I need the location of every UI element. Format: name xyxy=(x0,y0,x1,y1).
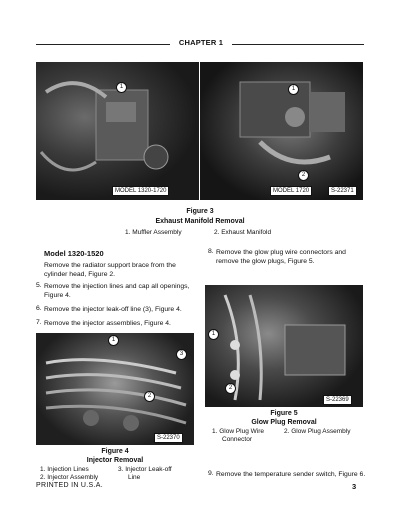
step-7-number: 7. xyxy=(36,319,42,326)
figure3-subtitle: Exhaust Manifold Removal xyxy=(155,218,245,225)
step-9-number: 9. xyxy=(208,470,214,477)
callout-1: 1 xyxy=(108,335,119,346)
figure3-item-1: 1. Muffler Assembly xyxy=(125,229,182,236)
figure3-item-2: 2. Exhaust Manifold xyxy=(214,229,272,236)
figure4-item-3-cont: Line xyxy=(128,474,141,481)
figure4-item-2: 2. Injector Assembly xyxy=(40,474,99,481)
figure3-title: Figure 3 xyxy=(186,208,214,215)
callout-1: 1 xyxy=(208,329,219,340)
figure3-right-tag: MODEL 1720 xyxy=(270,186,312,196)
figure5-item-1: 1. Glow Plug Wire xyxy=(212,428,265,435)
manifold-illustration xyxy=(200,62,363,200)
callout-1: 1 xyxy=(116,82,127,93)
figure3-left-photo xyxy=(36,62,199,200)
figure4-subtitle: Injector Removal xyxy=(86,457,144,464)
step-6-text: Remove the injector leak-off line (3), Figure 4. xyxy=(44,306,182,313)
figure3-right-photo xyxy=(200,62,363,200)
figure5-item-1-cont: Connector xyxy=(222,436,252,443)
callout-1: 1 xyxy=(288,84,299,95)
figure4-ref-code: S-22370 xyxy=(154,433,183,443)
callout-2: 2 xyxy=(225,383,236,394)
chapter-label: CHAPTER 1 xyxy=(178,38,224,47)
header-rule-right xyxy=(232,44,364,45)
figure3-ref-code: S-22371 xyxy=(328,186,357,196)
page-number: 3 xyxy=(352,482,357,491)
callout-2: 2 xyxy=(298,170,309,181)
figure3-left-tag: MODEL 1320-1720 xyxy=(112,186,169,196)
figure5-ref-code: S-22369 xyxy=(323,395,352,405)
figure4-item-1: 1. Injection Lines xyxy=(40,466,89,473)
step-8-number: 8. xyxy=(208,248,214,255)
section-heading: Model 1320-1520 xyxy=(44,249,104,258)
injector-lines-illustration xyxy=(36,333,194,445)
header-rule-left xyxy=(36,44,170,45)
figure4-item-3: 3. Injector Leak-off xyxy=(118,466,172,473)
step-5-text: Remove the injection lines and cap all openings, Figure 4. xyxy=(44,283,190,299)
step-6-number: 6. xyxy=(36,305,42,312)
printed-notice: PRINTED IN U.S.A. xyxy=(36,482,103,489)
intro-paragraph: Remove the radiator support brace from the cylinder head, Figure 2. xyxy=(44,262,176,278)
callout-2: 2 xyxy=(144,391,155,402)
figure5-subtitle: Glow Plug Removal xyxy=(251,419,317,426)
figure5-title: Figure 5 xyxy=(270,410,298,417)
callout-3: 3 xyxy=(176,349,187,360)
step-9-text: Remove the temperature sender switch, Figure 6. xyxy=(216,471,366,478)
step-8-text: Remove the glow plug wire connectors and remove the glow plugs, Figure 5. xyxy=(216,249,346,265)
step-7-text: Remove the injector assemblies, Figure 4. xyxy=(44,320,171,327)
figure4-photo xyxy=(36,333,194,445)
figure5-photo xyxy=(205,285,363,407)
figure4-title: Figure 4 xyxy=(101,448,129,455)
figure5-item-2: 2. Glow Plug Assembly xyxy=(284,428,351,435)
step-5-number: 5. xyxy=(36,282,42,289)
